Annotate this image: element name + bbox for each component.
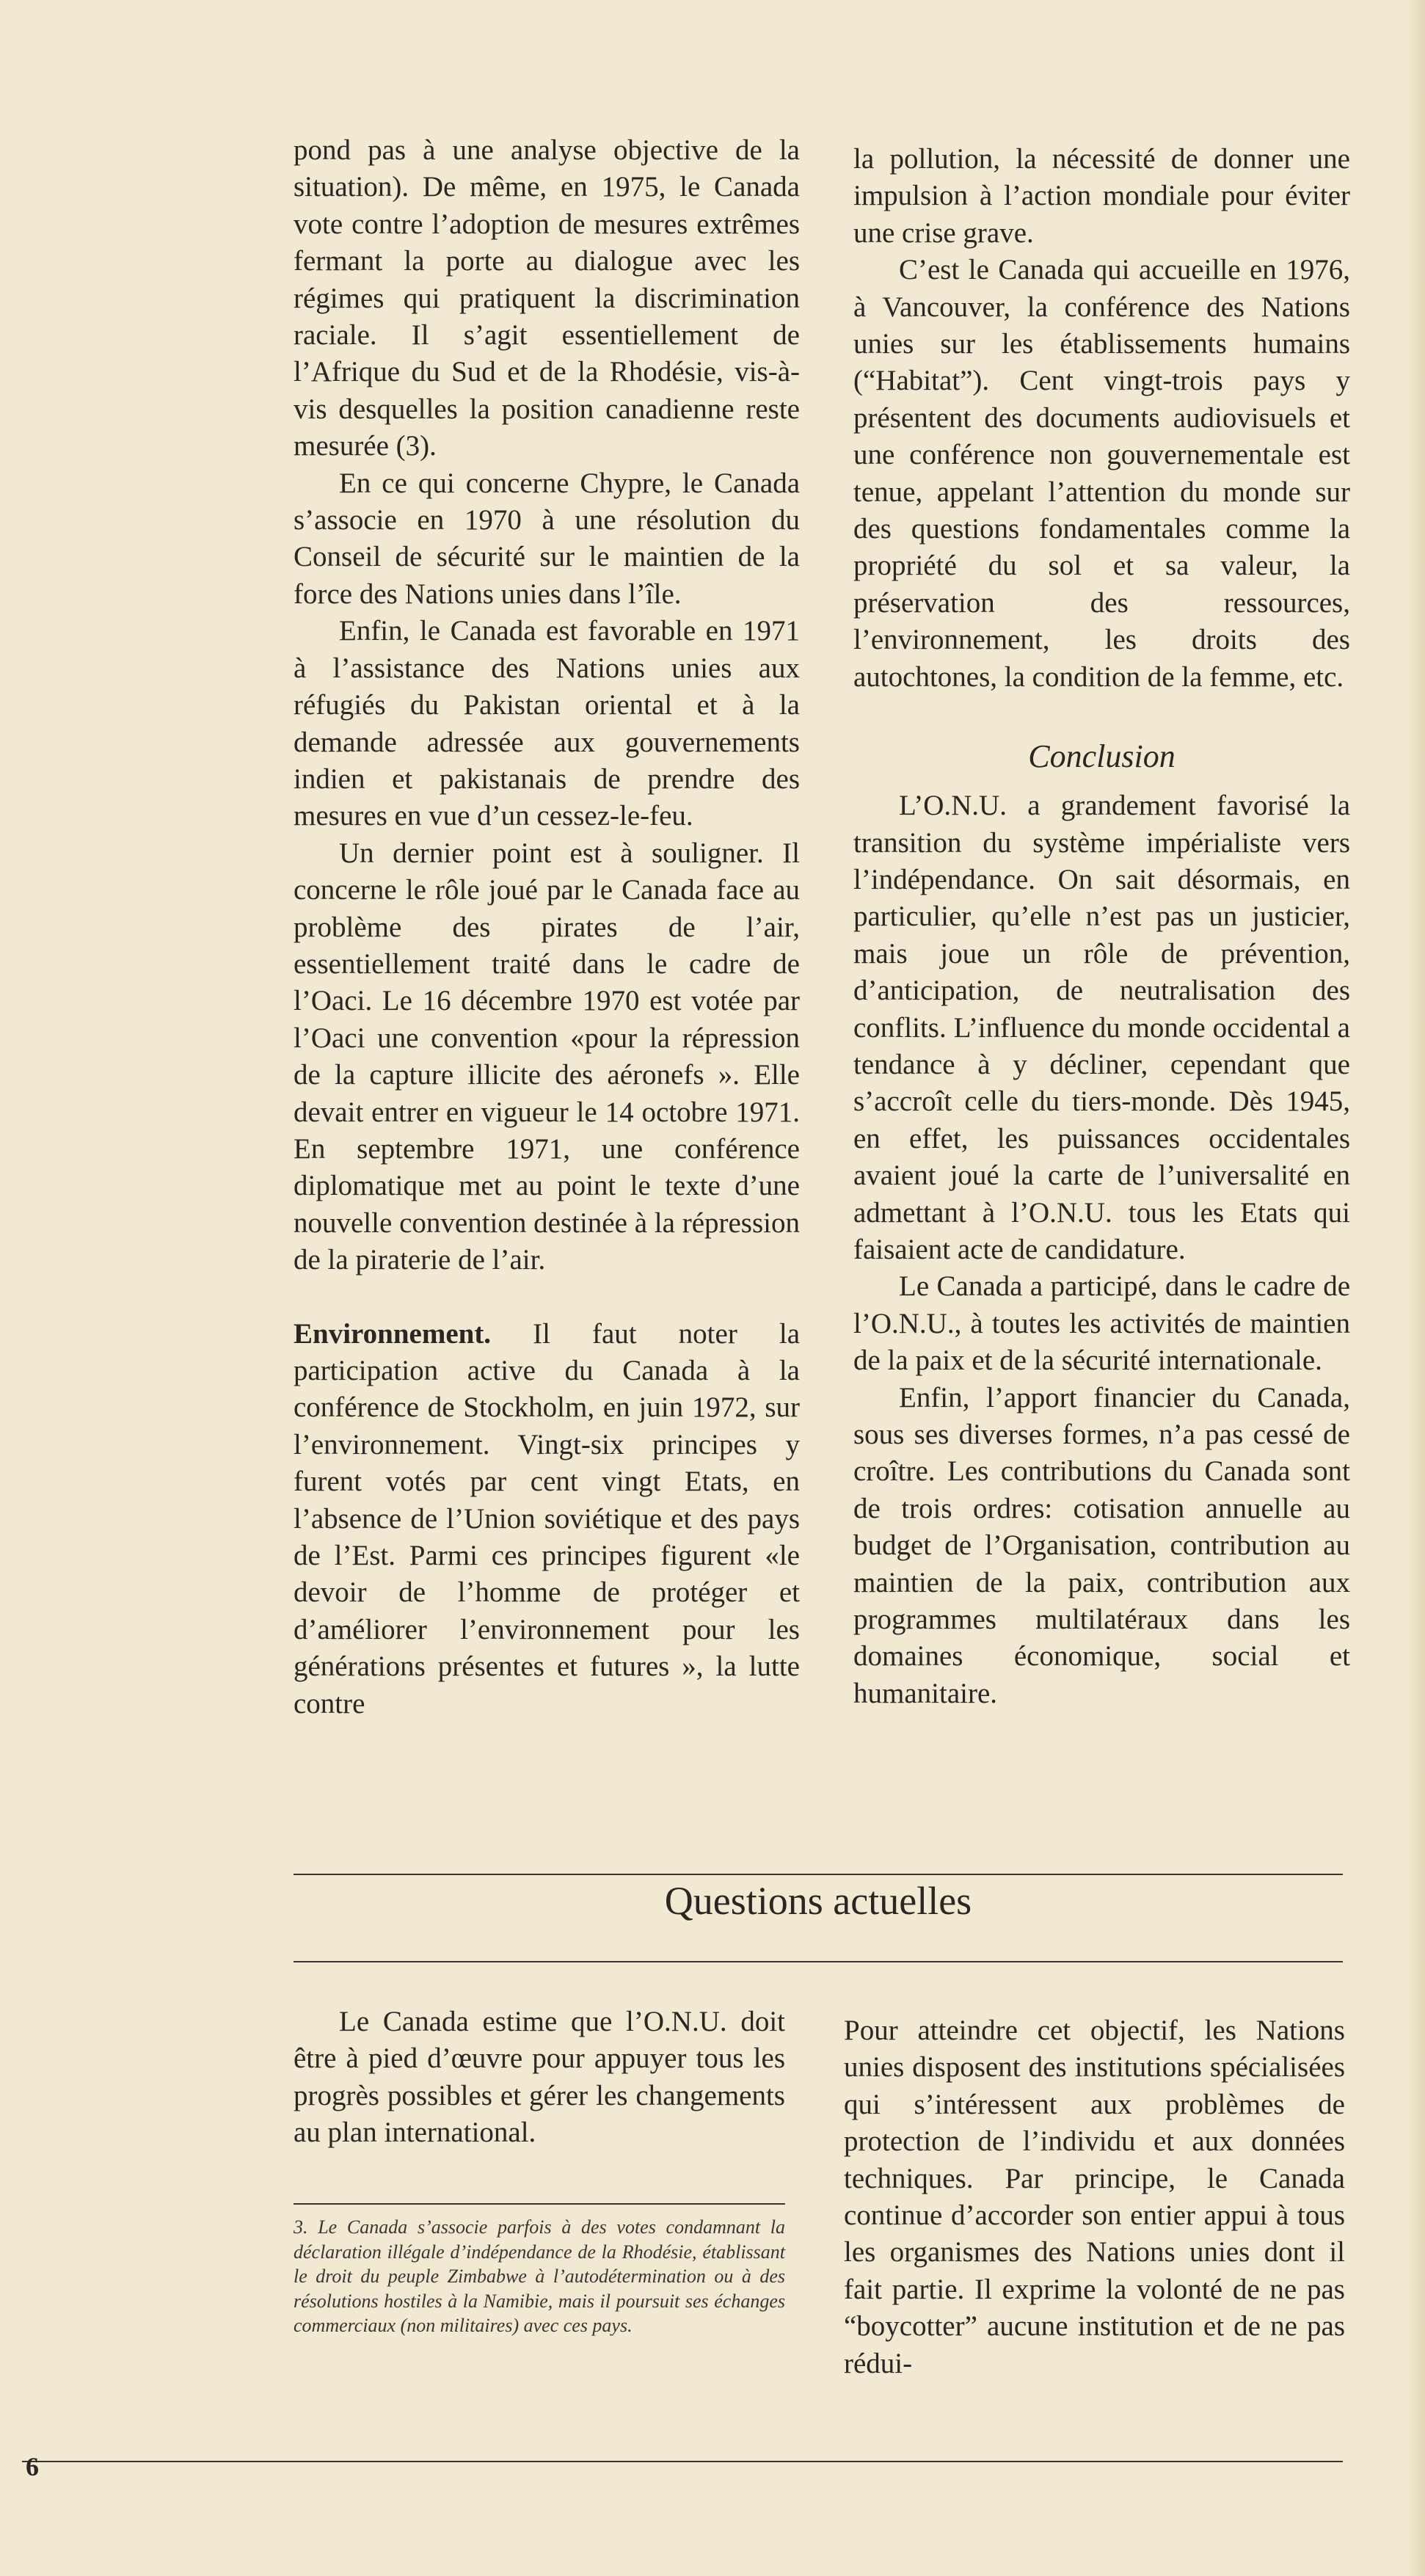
paragraph: Pour atteindre cet objectif, les Nations unies disposent des institutions spécialisées qui s’intéressent aux problèmes de protection de l’individu et aux données techniques. Par principe, le Canada continue d’accorder son entier appui à tous les organismes des Nations unies dont il fait partie. Il exprime la volonté de ne pas “boycotter” aucune institution et de ne pas rédui- [844, 2015, 1345, 2379]
section-rule-bottom [294, 1961, 1343, 1962]
conclusion-paragraph: L’O.N.U. a grandement favorisé la transition du système impérialiste vers l’indépendance. On sait désormais, en particulier, qu’elle n’est pas un justicier, mais joue un rôle de prévention, d’anticipation, de neutralisation des conflits. L’influence du monde occidental a tendance à y décliner, cependant que s’accroît celle du tiers-monde. Dès 1945, en effet, les puissances occidentales avaient joué la carte de l’universalité en admettant à l’O.N.U. tous les Etats qui faisaient acte de candidature. [853, 790, 1350, 1265]
paragraph: Un dernier point est à souligner. Il concerne le rôle joué par le Canada face au problème des pirates de l’air, essentiellement traité dans le cadre de l’Oaci. Le 16 décembre 1970 est votée par l’Oaci une convention «pour la répression de la capture illicite des aéronefs ». Elle devait entrer en vigueur le 14 octobre 1971. En septembre 1971, une conférence diplomatique met au point le texte d’une nouvelle convention destinée à la répression de la piraterie de l’air. [294, 837, 800, 1276]
footer-rule [22, 2461, 1343, 2462]
paragraph: C’est le Canada qui accueille en 1976, à Vancouver, la conférence des Nations unies sur les établissements humains (“Habitat”). Cent vingt-trois pays y présentent des documents audiovisuels et une conférence non gouvernementale est tenue, appelant l’attention du monde sur des questions fondamentales comme la propriété du sol et sa valeur, la préservation des ressources, l’environnement, les droits des autochtones, la condition de la femme, etc. [853, 254, 1350, 693]
environment-paragraph [294, 1316, 800, 1722]
section-left-column [294, 2004, 785, 2152]
paragraph: Enfin, le Canada est favorable en 1971 à l’assistance des Nations unies aux réfugiés du Pakistan oriental et à la demande adressée aux gouvernements indien et pakistanais de prendre des mesures en vue d’un cessez-le-feu. [294, 615, 800, 832]
conclusion-paragraph: Enfin, l’apport financier du Canada, sous ses diverses formes, n’a pas cessé de croître. Les contributions du Canada sont de trois ordres: cotisation annuelle au budget de l’Organisation, contribution au maintien de la paix, contribution aux programmes multilatéraux dans les domaines économique, social et humanitaire. [853, 1381, 1350, 1709]
paragraph: pond pas à une analyse objective de la situation). De même, en 1975, le Canada vote contre l’adoption de mesures extrêmes fermant la porte au dialogue avec les régimes qui pratiquent la discrimination raciale. Il s’agit essentiellement de l’Afrique du Sud et de la Rhodésie, vis-à-vis desquelles la position canadienne reste mesurée (3). [294, 134, 800, 462]
section-title: Questions actuelles [664, 1879, 972, 1923]
footnote-rule [294, 2203, 785, 2205]
section-right-column [844, 2012, 1345, 2382]
conclusion-heading: Conclusion [1028, 738, 1176, 775]
paragraph: la pollution, la nécessité de donner une impulsion à l’action mondiale pour éviter une crise grave. [853, 143, 1350, 249]
paragraph: Le Canada estime que l’O.N.U. doit être à pied d’œuvre pour appuyer tous les progrès possibles et gérer les changements au plan international. [294, 2006, 785, 2149]
page-number: 6 [26, 2452, 39, 2481]
left-column [294, 132, 800, 1722]
environment-text: Il faut noter la participation active du Canada à la conférence de Stockholm, en juin 1972, sur l’environnement. Vingt-six principes y furent votés par cent vingt Etats, en l’absence de l’Union soviétique et des pays de l’Est. Parmi ces principes figurent «le devoir de l’homme de protéger et d’améliorer l’environnement pour les générations présentes et futures », la lutte contre [294, 1317, 800, 1720]
environment-label: Environnement. [294, 1317, 492, 1350]
page-edge [1409, 0, 1425, 2576]
right-column [853, 141, 1350, 1712]
paragraph: En ce qui concerne Chypre, le Canada s’associe en 1970 à une résolution du Conseil de sécurité sur le maintien de la force des Nations unies dans l’île. [294, 467, 800, 610]
conclusion-paragraph: Le Canada a participé, dans le cadre de l’O.N.U., à toutes les activités de maintien de la paix et de la sécurité internationale. [853, 1270, 1350, 1377]
footnote: 3. Le Canada s’associe parfois à des votes condamnant la déclaration illégale d’indépendance de la Rhodésie, établissant le droit du peuple Zimbabwe à l’autodétermination ou à des résolutions hostiles à la Namibie, mais il poursuit ses échanges commerciaux (non militaires) avec ces pays. [294, 2216, 785, 2336]
